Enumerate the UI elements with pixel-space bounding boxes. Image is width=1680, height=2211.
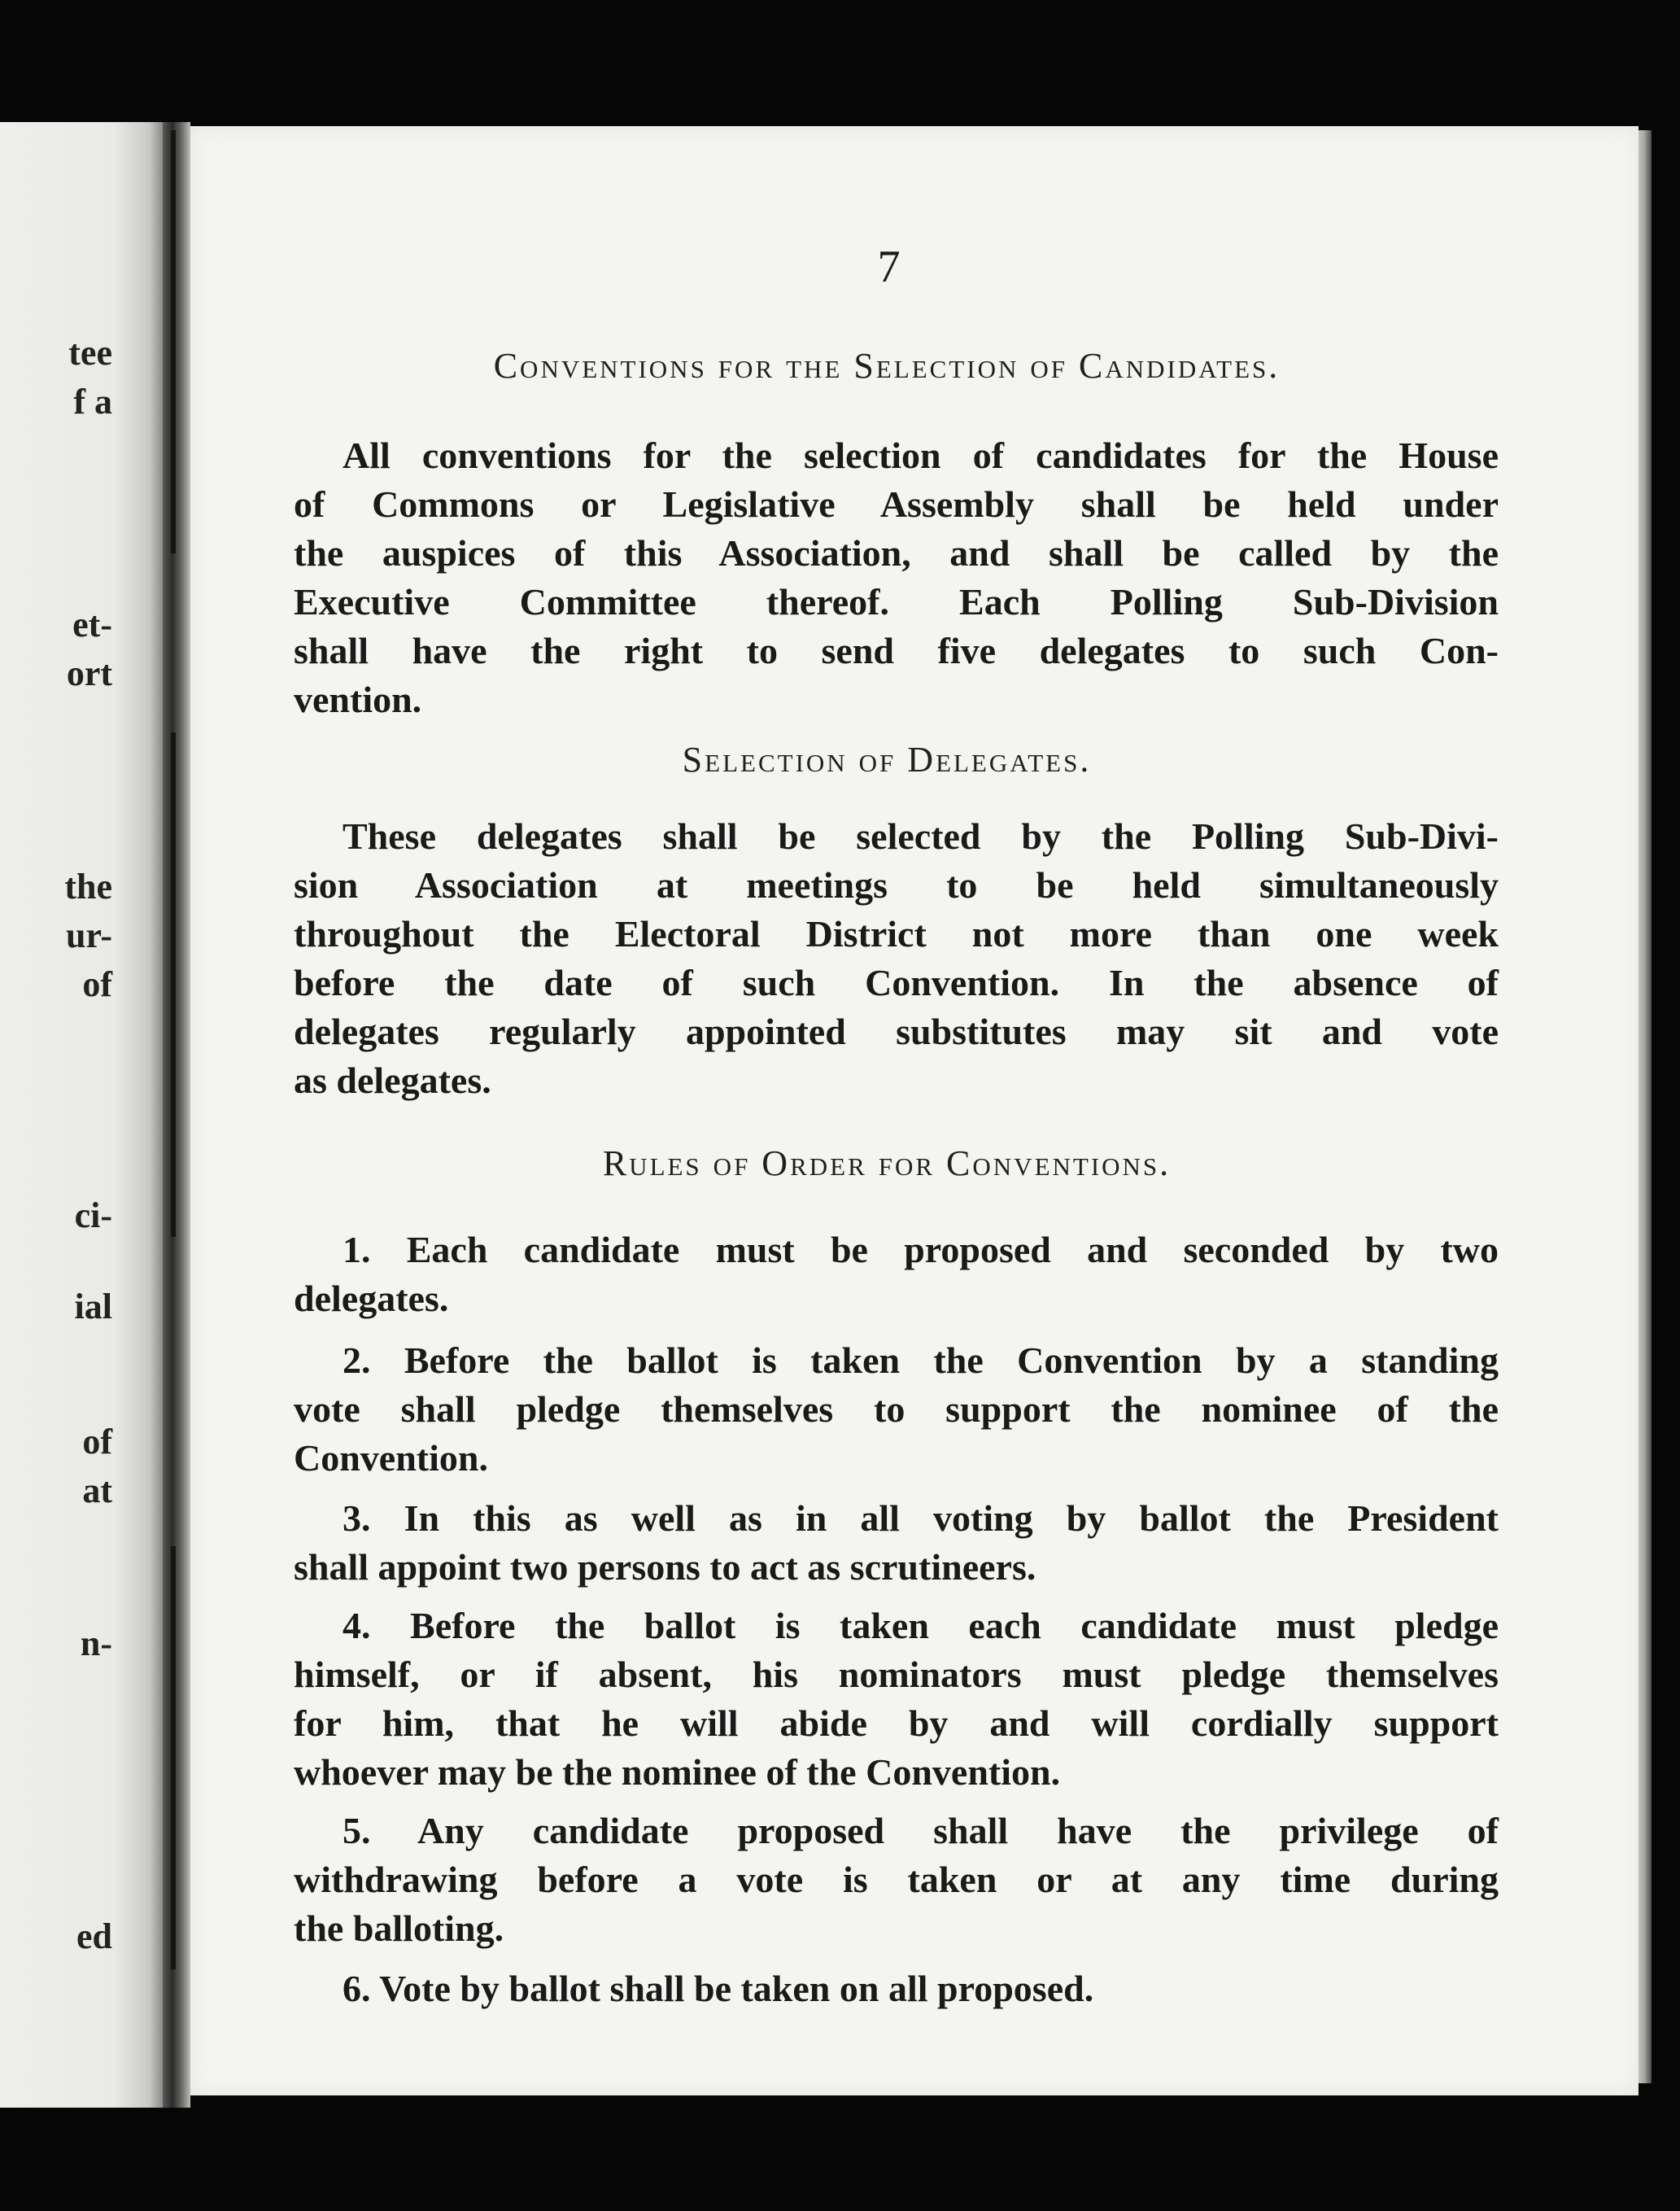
text-line: These delegates shall be selected by the Polling Sub-Divi- (343, 815, 1499, 857)
paragraph-delegates (294, 812, 1499, 1105)
previous-page-fragment: the (64, 867, 112, 907)
rule-3 (294, 1494, 1499, 1592)
text-line: sion Association at meetings to be held simultaneously (294, 864, 1499, 906)
text-line: 4. Before the ballot is taken each candidate must pledge (343, 1605, 1499, 1646)
text-line: shall appoint two persons to act as scrutineers. (294, 1546, 1036, 1588)
text-line: Executive Committee thereof. Each Polling Sub-Division (294, 581, 1499, 623)
text-line: himself, or if absent, his nominators must pledge themselves (294, 1654, 1499, 1695)
previous-page-fragment: f a (73, 382, 112, 422)
previous-page-fragment: et- (72, 605, 112, 645)
text-line: before the date of such Convention. In the absence of (294, 962, 1499, 1003)
rule-2 (294, 1336, 1499, 1483)
text-line: throughout the Electoral District not more than one week (294, 913, 1499, 955)
book-gutter (163, 122, 190, 2108)
text-line: withdrawing before a vote is taken or at any time during (294, 1859, 1499, 1900)
text-line: the auspices of this Association, and shall be called by the (294, 532, 1499, 574)
text-line: 2. Before the ballot is taken the Convention by a standing (343, 1339, 1499, 1381)
rule-6 (294, 1964, 1499, 2013)
gutter-shadow (171, 732, 176, 1237)
text-line: delegates regularly appointed substitutes may sit and vote (294, 1011, 1499, 1052)
previous-page-fragment: ci- (74, 1195, 112, 1235)
paragraph-conventions (294, 431, 1499, 724)
text-line: 5. Any candidate proposed shall have the privilege of (343, 1810, 1499, 1851)
text-line: 6. Vote by ballot shall be taken on all proposed. (343, 1968, 1094, 2009)
section-heading-conventions: Conventions for the Selection of Candidates. (493, 346, 1281, 386)
rule-1 (294, 1226, 1499, 1323)
previous-page-edge (0, 122, 163, 2108)
previous-page-fragment: n- (80, 1623, 112, 1663)
section-heading-rules: Rules of Order for Conventions. (602, 1143, 1172, 1183)
rule-4 (294, 1601, 1499, 1797)
text-line: shall have the right to send five delegates to such Con- (294, 630, 1499, 671)
text-line: vention. (294, 679, 422, 720)
text-line: 1. Each candidate must be proposed and seconded by two (343, 1229, 1499, 1270)
previous-page-fragment: ort (66, 653, 112, 693)
previous-page-fragment: ed (76, 1916, 112, 1956)
gutter-shadow (171, 130, 176, 553)
text-line: vote shall pledge themselves to support the nominee of the (294, 1388, 1499, 1430)
text-line: of Commons or Legislative Assembly shall be held under (294, 483, 1499, 525)
rule-5 (294, 1807, 1499, 1953)
previous-page-fragment: ur- (65, 915, 112, 955)
text-line: for him, that he will abide by and will cordially support (294, 1702, 1499, 1744)
section-heading-delegates: Selection of Delegates. (682, 740, 1092, 780)
text-line: the balloting. (294, 1907, 504, 1949)
previous-page-fragment: tee (68, 333, 112, 373)
gutter-shadow (171, 1546, 176, 1969)
text-line: 3. In this as well as in all voting by ballot the President (343, 1497, 1499, 1539)
text-line: All conventions for the selection of candidates for the House (343, 435, 1499, 476)
previous-page-fragment: ial (74, 1287, 112, 1326)
text-line: as delegates. (294, 1060, 491, 1101)
book-page (190, 126, 1639, 2095)
previous-page-fragment: of (82, 964, 112, 1004)
text-line: whoever may be the nominee of the Convention. (294, 1751, 1061, 1793)
previous-page-fragment: at (82, 1470, 112, 1510)
text-line: delegates. (294, 1278, 449, 1319)
page-number: 7 (877, 242, 901, 292)
text-line: Convention. (294, 1437, 488, 1479)
previous-page-fragment: of (82, 1422, 112, 1462)
